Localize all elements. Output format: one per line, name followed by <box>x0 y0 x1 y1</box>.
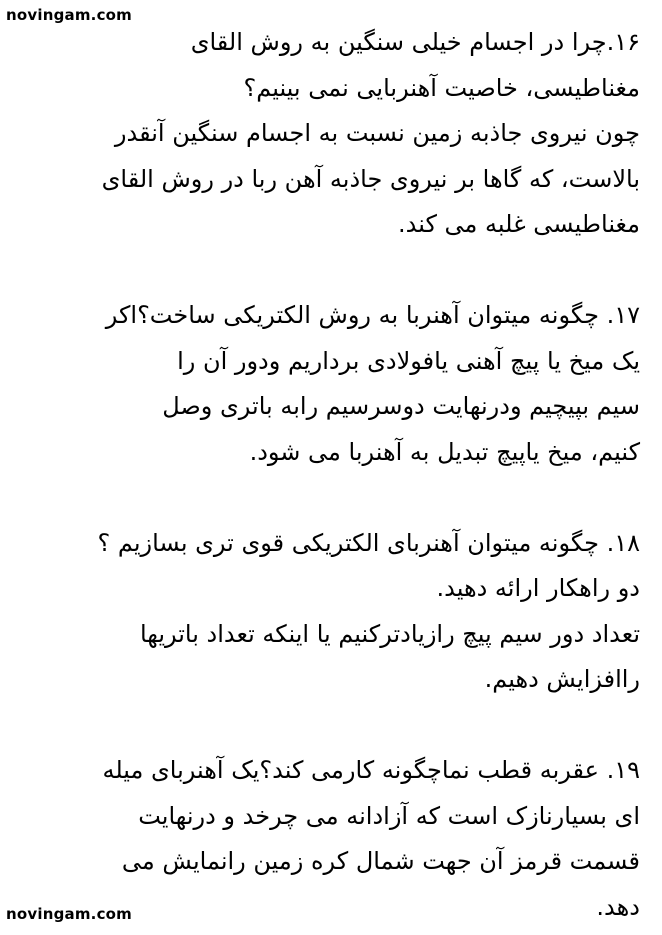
text-line: یک میخ یا پیچ آهنی یافولادی برداریم ودور آن را <box>177 346 640 375</box>
text-line: تعداد دور سیم پیچ رازیادترکنیم یا اینکه تعداد باتریها <box>139 619 640 648</box>
text-line: سیم بپیچیم ودرنهایت دوسرسیم رابه باتری وصل <box>162 392 640 420</box>
question-18 <box>30 521 640 703</box>
watermark-bottom: novingam.com <box>6 905 132 923</box>
text-line: ۱۸. چگونه میتوان آهنربای الکتریکی قوی تری بسازیم ؟ <box>97 528 640 557</box>
text-line: ای بسیارنازک است که آزادانه می چرخد و درنهایت <box>138 801 640 830</box>
text-line: ۱۹. عقربه قطب نماچگونه کارمی کند؟یک آهنربای میله <box>102 756 640 784</box>
question-19 <box>30 748 640 930</box>
text-line: چون نیروی جاذبه زمین نسبت به اجسام سنگین آنقدر <box>114 119 640 147</box>
text-line: ۱۷. چگونه میتوان آهنربا به روش الکتریکی ساخت؟اکر <box>105 301 640 329</box>
text-line: ۱۶.چرا در اجسام خیلی سنگین به روش القای <box>190 28 640 56</box>
text-line: دو راهکار ارائه دهید. <box>436 574 640 602</box>
text-line: مغناطیسی، خاصیت آهنربایی نمی بینیم؟ <box>243 73 640 102</box>
text-line: قسمت قرمز آن جهت شمال کره زمین رانمایش می <box>121 847 640 875</box>
question-17 <box>30 293 640 475</box>
text-line: کنیم، میخ یاپیچ تبدیل به آهنربا می شود. <box>249 437 640 466</box>
document-body <box>30 20 640 930</box>
text-line: بالاست، که گاها بر نیروی جاذبه آهن ربا در روش القای <box>101 164 640 193</box>
text-line: دهد. <box>596 892 640 921</box>
text-line: مغناطیسی غلبه می کند. <box>398 210 640 238</box>
watermark-top: novingam.com <box>6 6 132 24</box>
text-line: راافزایش دهیم. <box>484 665 640 693</box>
question-16 <box>30 20 640 248</box>
